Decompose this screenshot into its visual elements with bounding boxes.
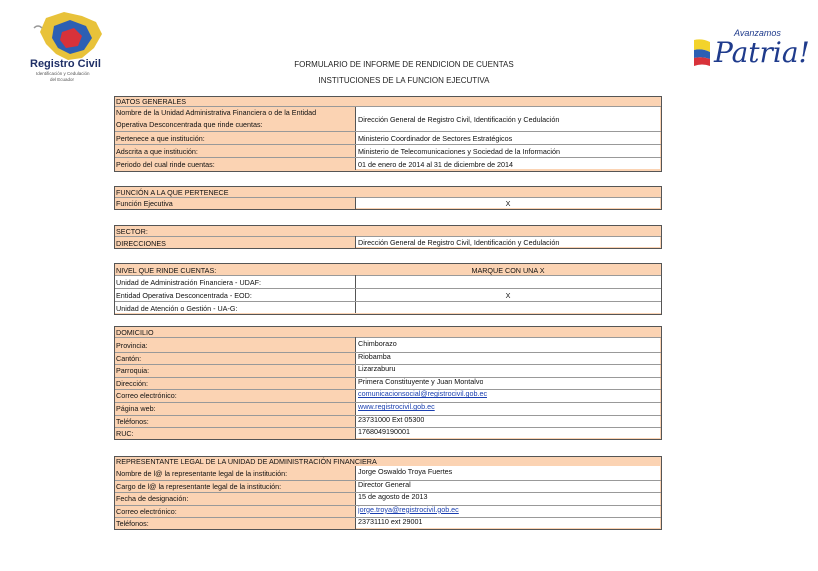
representante-row-value: Jorge Oswaldo Troya Fuertes [358,467,453,476]
sector-section [114,225,662,249]
representante-row-value: 23731110 ext 29001 [358,517,423,527]
nivel-row-2-mark: X [505,291,511,300]
domicilio-row-value: Primera Constituyente y Juan Montalvo [358,376,484,386]
nivel-row-1-label: Unidad de Administración Financiera - UDAF: [116,278,262,287]
logo-subtitle-1: Identificación y Cedulación [36,71,90,76]
domicilio-row-link[interactable]: comunicacionsocial@registrocivil.gob.ec [358,389,488,399]
datos-row-4-label: Periodo del cual rinde cuentas: [116,160,215,169]
domicilio-section [114,326,662,440]
flag-icon [690,36,712,72]
nivel-row-2-label: Entidad Operativa Desconcentrada - EOD: [116,291,252,300]
datos-generales-title: DATOS GENERALES [116,97,187,106]
domicilio-row-value: Lizarzaburu [358,364,396,374]
funcion-section [114,186,662,210]
domicilio-row-label: Página web: [116,404,156,413]
domicilio-row-label: Correo electrónico: [116,391,177,401]
representante-row-link[interactable]: jorge.troya@registrocivil.gob.ec [358,504,459,514]
domicilio-row-value: 1768049190001 [358,427,410,437]
datos-generales-section [114,96,662,172]
representante-section [114,456,662,530]
representante-row-label: Fecha de designación: [116,494,189,504]
datos-row-4-value: 01 de enero de 2014 al 31 de diciembre de 2014 [358,160,514,169]
nivel-section [114,263,662,315]
logo-brand: Registro Civil [30,58,101,70]
domicilio-row-label: RUC: [116,429,134,439]
ecuador-map-icon [24,8,112,64]
datos-row-1-value: Dirección General de Registro Civil, Identificación y Cedulación [358,115,560,124]
representante-row-label: Correo electrónico: [116,506,177,516]
domicilio-row-label: Cantón: [116,353,142,363]
sector-label: DIRECCIONES [116,239,166,248]
representante-row-value: 15 de agosto de 2013 [358,492,428,502]
representante-row-value: Director General [358,479,411,489]
funcion-title: FUNCIÓN A LA QUE PERTENECE [116,188,229,197]
logo-subtitle-2: del Ecuador [50,77,75,82]
domicilio-title: DOMICILIO [116,328,154,337]
datos-row-2-value: Ministerio Coordinador de Sectores Estratégicos [358,134,513,143]
datos-row-3-value: Ministerio de Telecomunicaciones y Sociedad de la Información [358,147,561,156]
domicilio-row-label: Teléfonos: [116,416,149,426]
sector-value: Dirección General de Registro Civil, Identificación y Cedulación [358,238,560,247]
page-subtitle: INSTITUCIONES DE LA FUNCION EJECUTIVA [318,76,490,85]
page-title: FORMULARIO DE INFORME DE RENDICION DE CUENTAS [294,60,514,69]
representante-row-label: Cargo de l@ la representante legal de la institución: [116,481,282,491]
funcion-label: Función Ejecutiva [116,199,173,208]
registro-civil-logo [24,8,112,88]
nivel-title: NIVEL QUE RINDE CUENTAS: [116,266,217,275]
domicilio-row-link[interactable]: www.registrocivil.gob.ec [358,402,435,411]
datos-row-3-label: Adscrita a que institución: [116,147,198,156]
datos-row-1-label-b: Operativa Desconcentrada que rinde cuentas: [116,120,263,129]
representante-row-label: Teléfonos: [116,519,149,529]
domicilio-row-label: Parroquia: [116,366,150,376]
logo-script-top: Avanzamos [734,28,781,38]
representante-row-label: Nombre de l@ la representante legal de la institución: [116,469,288,478]
representante-title: REPRESENTANTE LEGAL DE LA UNIDAD DE ADMINISTRACIÓN FINANCIERA [116,457,377,466]
logo-script-main: Patria! [714,36,810,69]
nivel-marque: MARQUE CON UNA X [471,266,545,275]
datos-row-2-label: Pertenece a que institución: [116,134,205,143]
domicilio-row-label: Provincia: [116,341,148,350]
domicilio-row-value: Riobamba [358,351,391,361]
funcion-mark: X [505,199,511,208]
domicilio-row-label: Dirección: [116,378,148,388]
nivel-row-3-label: Unidad de Atención o Gestión - UA-G: [116,304,238,313]
datos-row-1-label-a: Nombre de la Unidad Administrativa Financiera o de la Entidad [116,108,317,117]
sector-title: SECTOR: [116,227,148,236]
patria-logo [690,26,810,76]
domicilio-row-value: Chimborazo [358,339,397,348]
domicilio-row-value: 23731000 Ext 05300 [358,414,425,424]
